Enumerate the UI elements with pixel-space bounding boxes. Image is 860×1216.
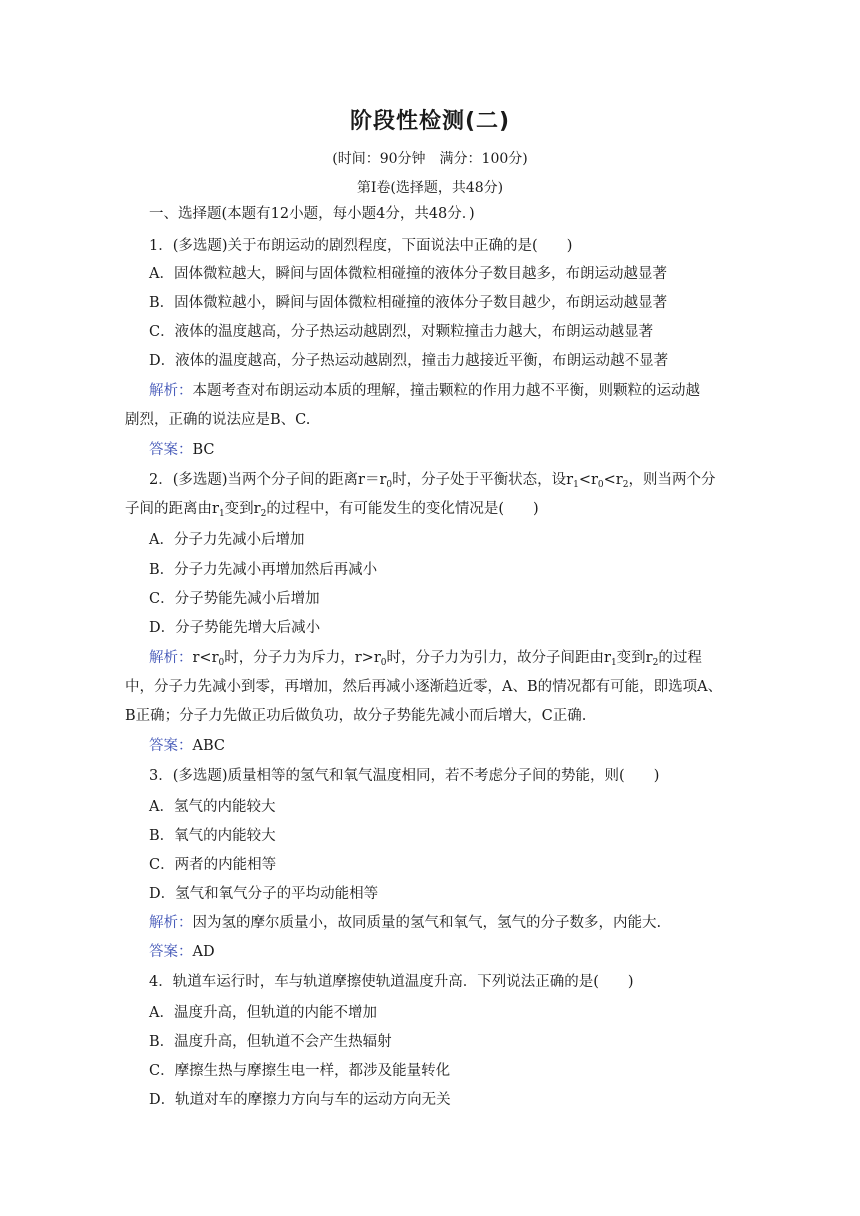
q3-analysis xyxy=(149,913,661,933)
q2-stem-part: <r xyxy=(603,472,623,488)
analysis-label: 解析： xyxy=(149,650,193,666)
subscript: 0 xyxy=(597,480,604,490)
q1-analysis-cont: 剧烈，正确的说法应是B、C. xyxy=(125,412,311,428)
q2-analysis xyxy=(149,648,702,673)
q2-stem-cont xyxy=(125,499,539,524)
part-heading: 一、选择题(本题有12小题，每小题4分，共48分．) xyxy=(149,206,475,222)
q3-analysis-text: 因为氢的摩尔质量小，故同质量的氢气和氧气，氢气的分子数多，内能大. xyxy=(192,915,662,931)
q4-option-a: A．温度升高，但轨道的内能不增加 xyxy=(149,1005,377,1021)
section-heading: 第Ⅰ卷(选择题，共48分) xyxy=(356,180,504,196)
q2-analysis-cont-2: B正确；分子力先做正功后做负功，故分子势能先减小而后增大，C正确. xyxy=(125,708,587,724)
q4-option-c: C．摩擦生热与摩擦生电一样，都涉及能量转化 xyxy=(149,1063,451,1079)
q1-analysis xyxy=(149,381,700,401)
subscript: 2 xyxy=(652,658,659,668)
q2-analysis-part: 时，分子力为引力，故分子间距由r xyxy=(386,650,611,666)
subscript: 0 xyxy=(386,480,393,490)
q2-stem-part: 子间的距离由r xyxy=(125,501,219,517)
q1-analysis-text: 本题考查对布朗运动本质的理解，撞击颗粒的作用力越不平衡，则颗粒的运动越 xyxy=(192,383,700,399)
q2-stem-part: 的过程中，有可能发生的变化情况是( ) xyxy=(266,501,539,517)
q2-analysis-part: r<r xyxy=(192,650,219,666)
subscript: 1 xyxy=(610,658,617,668)
subscript: 0 xyxy=(218,658,225,668)
q3-option-b: B．氧气的内能较大 xyxy=(149,828,276,844)
q4-option-d: D．轨道对车的摩擦力方向与车的运动方向无关 xyxy=(149,1092,451,1108)
analysis-label: 解析： xyxy=(149,383,193,399)
subscript: 0 xyxy=(380,658,387,668)
q2-analysis-cont-1: 中，分子力先减小到零，再增加，然后再减小逐渐趋近零，A、B的情况都有可能，即选项A、 xyxy=(125,679,723,695)
q2-stem-part: <r xyxy=(578,472,598,488)
subscript: 2 xyxy=(622,480,629,490)
q1-answer xyxy=(149,440,215,460)
analysis-label: 解析： xyxy=(149,915,193,931)
q2-option-a: A．分子力先减小后增加 xyxy=(149,532,305,548)
exam-meta: (时间：90分钟 满分：100分) xyxy=(332,151,528,167)
q3-option-c: C．两者的内能相等 xyxy=(149,857,277,873)
q2-stem-part: 时，分子处于平衡状态，设r xyxy=(392,472,574,488)
q2-stem-part: 2．(多选题)当两个分子间的距离r＝r xyxy=(149,472,387,488)
q2-analysis-part: 时，分子力为斥力，r>r xyxy=(224,650,381,666)
q1-stem: 1．(多选题)关于布朗运动的剧烈程度，下面说法中正确的是( ) xyxy=(149,238,573,254)
q2-stem-part: 变到r xyxy=(224,501,261,517)
q2-stem xyxy=(149,470,715,495)
q2-option-d: D．分子势能先增大后减小 xyxy=(149,620,321,636)
q2-stem-part: ，则当两个分 xyxy=(628,472,716,488)
q2-option-c: C．分子势能先减小后增加 xyxy=(149,591,320,607)
q4-stem: 4．轨道车运行时，车与轨道摩擦使轨道温度升高．下列说法正确的是( ) xyxy=(149,974,634,990)
answer-label: 答案： xyxy=(149,442,193,458)
q1-answer-value: BC xyxy=(192,442,215,458)
q2-option-b: B．分子力先减小再增加然后再减小 xyxy=(149,562,378,578)
q3-option-d: D．氢气和氧气分子的平均动能相等 xyxy=(149,886,379,902)
q2-answer xyxy=(149,736,225,756)
q1-option-c: C．液体的温度越高，分子热运动越剧烈，对颗粒撞击力越大，布朗运动越显著 xyxy=(149,324,654,340)
q2-analysis-part: 的过程 xyxy=(658,650,702,666)
page-title: 阶段性检测(二) xyxy=(349,109,511,134)
q3-answer-value: AD xyxy=(192,944,215,960)
q1-option-a: A．固体微粒越大，瞬间与固体微粒相碰撞的液体分子数目越多，布朗运动越显著 xyxy=(149,266,667,282)
q1-option-d: D．液体的温度越高，分子热运动越剧烈，撞击力越接近平衡，布朗运动越不显著 xyxy=(149,353,669,369)
q2-analysis-part: 变到r xyxy=(616,650,653,666)
answer-label: 答案： xyxy=(149,738,193,754)
subscript: 2 xyxy=(260,509,267,519)
q2-answer-value: ABC xyxy=(192,738,225,754)
q1-option-b: B．固体微粒越小，瞬间与固体微粒相碰撞的液体分子数目越少，布朗运动越显著 xyxy=(149,295,668,311)
q3-option-a: A．氢气的内能较大 xyxy=(149,799,276,815)
subscript: 1 xyxy=(573,480,579,490)
q3-answer xyxy=(149,942,215,962)
q4-option-b: B．温度升高，但轨道不会产生热辐射 xyxy=(149,1034,392,1050)
subscript: 1 xyxy=(218,509,225,519)
q3-stem: 3．(多选题)质量相等的氢气和氧气温度相同，若不考虑分子间的势能，则( ) xyxy=(149,768,660,784)
answer-label: 答案： xyxy=(149,944,193,960)
